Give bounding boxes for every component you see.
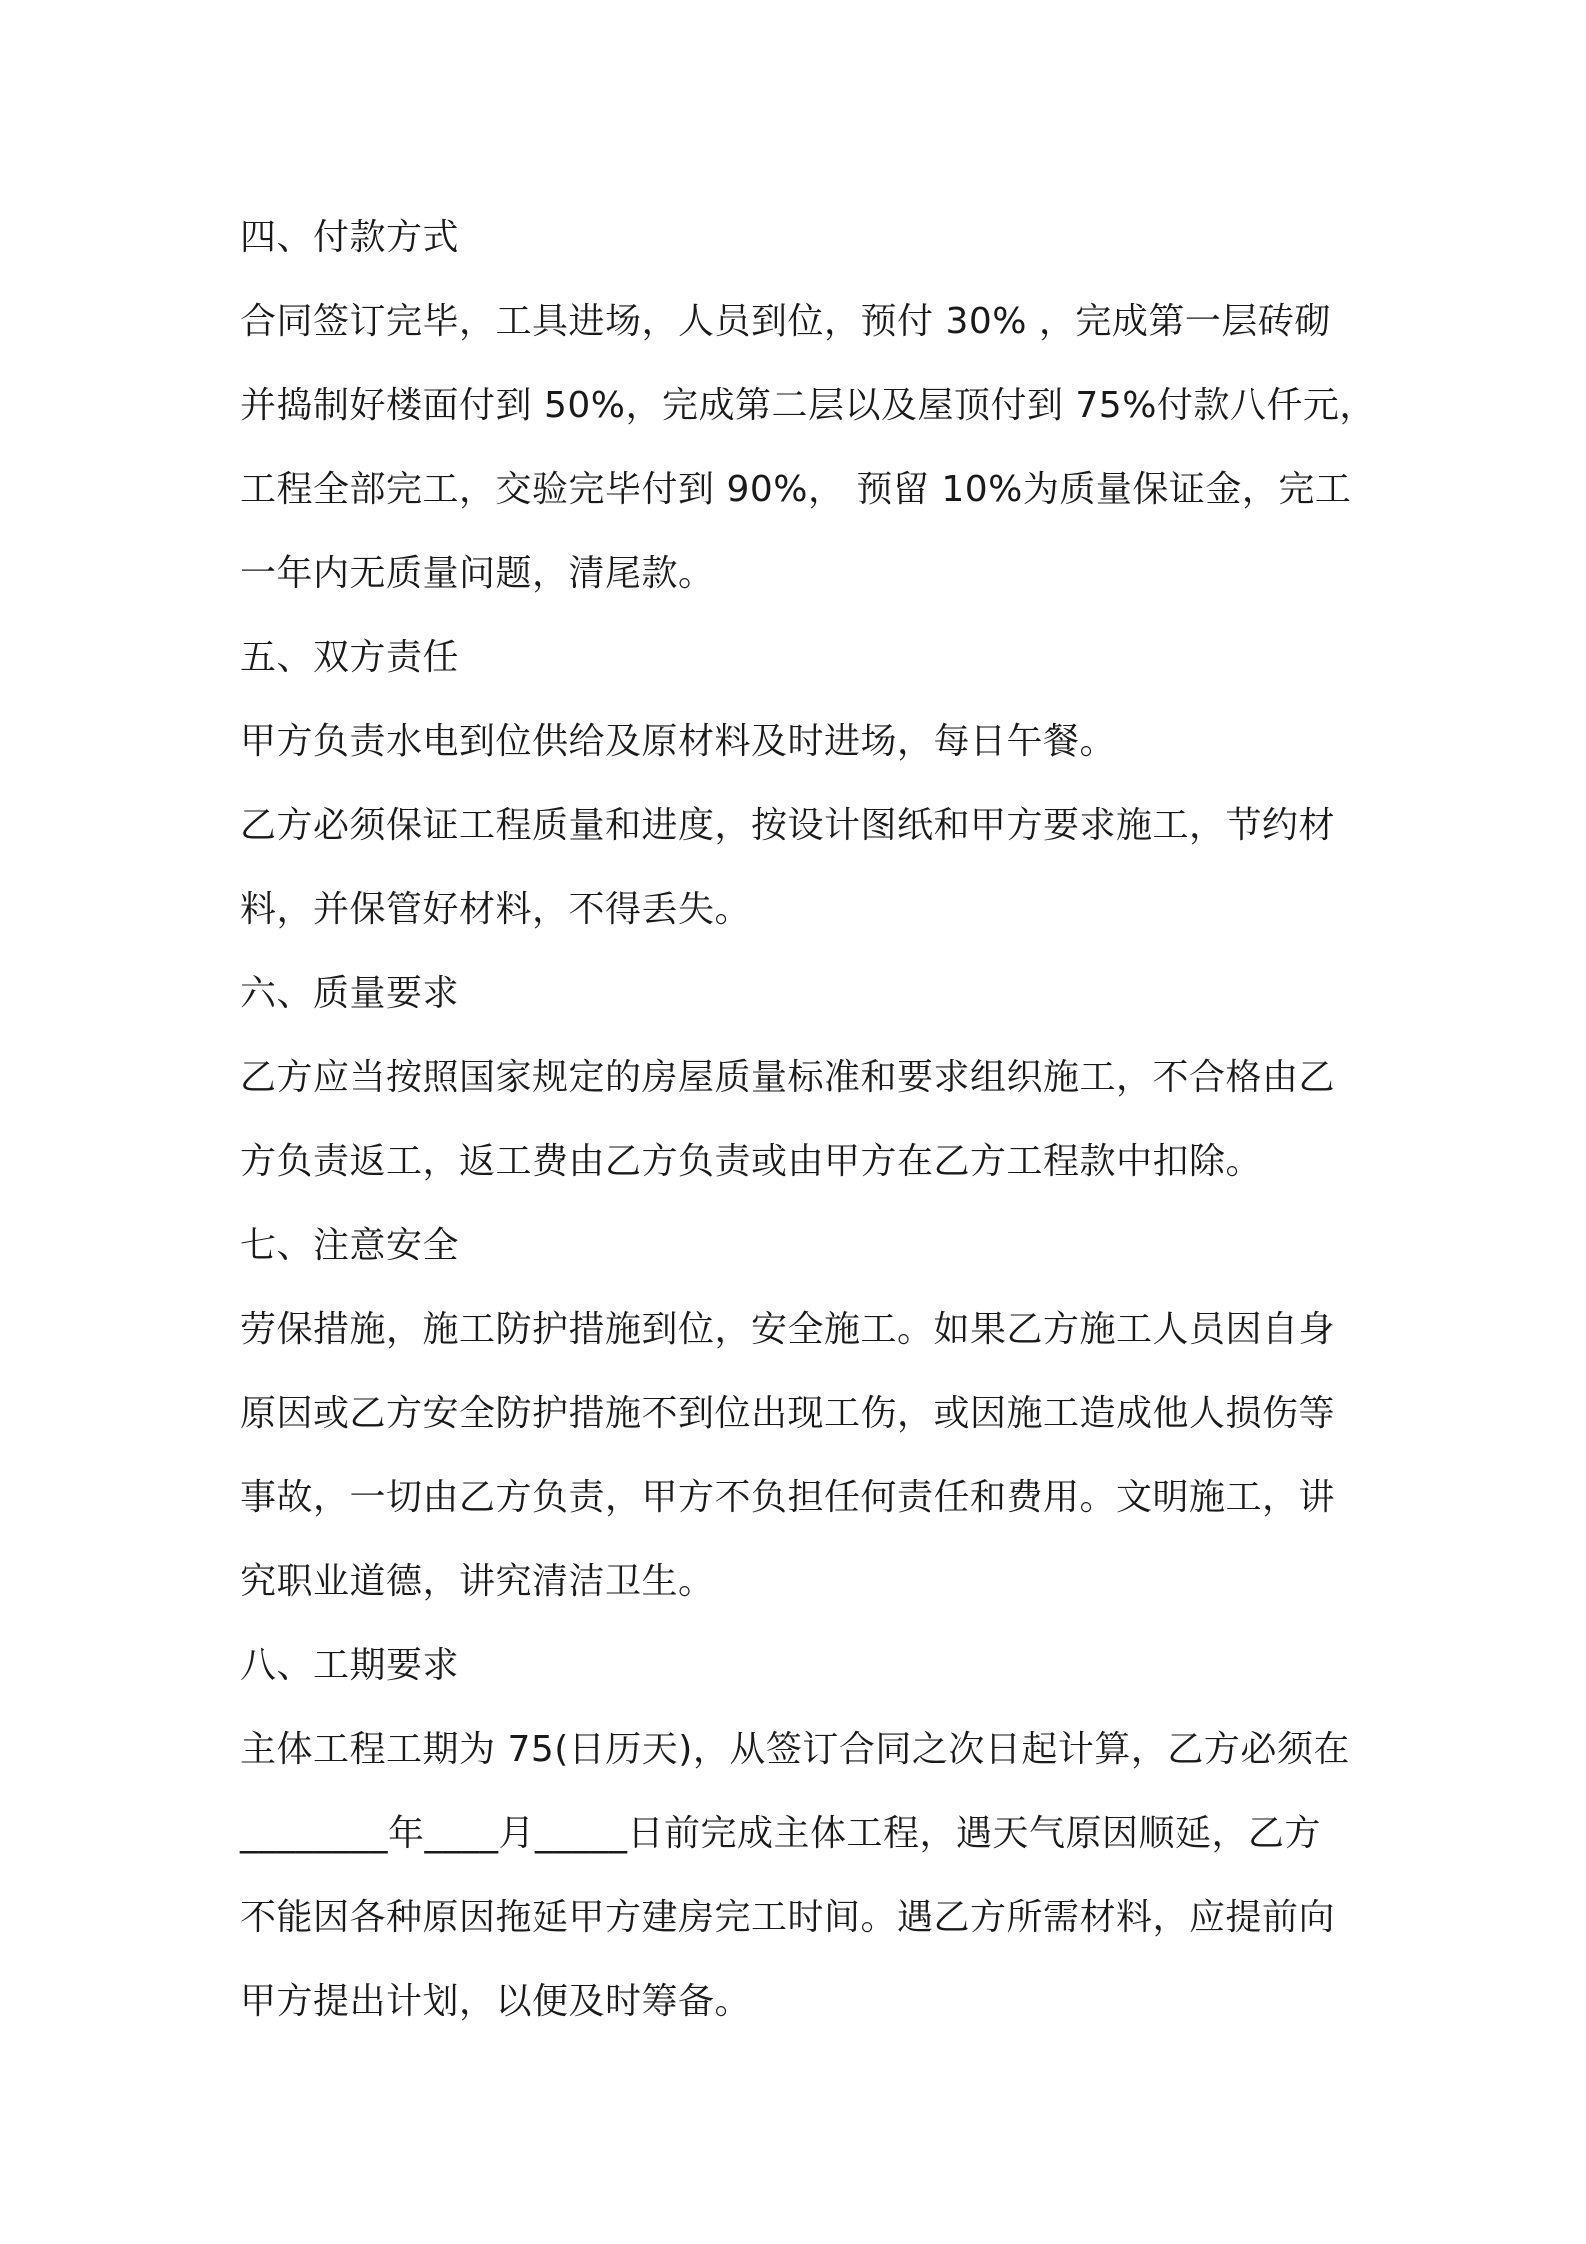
section-heading-responsibilities: 五、双方责任 [240, 637, 460, 678]
paragraph-line: 料，并保管好材料，不得丢失。 [240, 889, 752, 930]
paragraph-line: 主体工程工期为 75(日历天)，从签订合同之次日起计算，乙方必须在 [240, 1729, 1350, 1770]
paragraph-line: 劳保措施，施工防护措施到位，安全施工。如果乙方施工人员因自身 [240, 1309, 1336, 1350]
paragraph-line: 事故，一切由乙方负责，甲方不负担任何责任和费用。文明施工，讲 [240, 1477, 1336, 1518]
paragraph-line: 甲方负责水电到位供给及原材料及时进场，每日午餐。 [240, 721, 1117, 762]
contract-page [240, 196, 1376, 2044]
paragraph-line: 乙方应当按照国家规定的房屋质量标准和要求组织施工，不合格由乙 [240, 1057, 1336, 1098]
section-heading-schedule: 八、工期要求 [240, 1645, 460, 1686]
paragraph-line: 方负责返工，返工费由乙方负责或由甲方在乙方工程款中扣除。 [240, 1141, 1263, 1182]
paragraph-line: 原因或乙方安全防护措施不到位出现工伤，或因施工造成他人损伤等 [240, 1393, 1336, 1434]
paragraph-line: 并捣制好楼面付到 50%，完成第二层以及屋顶付到 75%付款八仟元， [240, 385, 1376, 426]
paragraph-line: 乙方必须保证工程质量和进度，按设计图纸和甲方要求施工，节约材 [240, 805, 1336, 846]
section-heading-safety: 七、注意安全 [240, 1225, 460, 1266]
section-heading-payment: 四、付款方式 [240, 217, 460, 258]
paragraph-line: ________年____月_____日前完成主体工程，遇天气原因顺延，乙方 [240, 1813, 1322, 1854]
paragraph-line: 合同签订完毕，工具进场，人员到位，预付 30% ，完成第一层砖砌 [240, 301, 1331, 342]
paragraph-line: 一年内无质量问题，清尾款。 [240, 553, 715, 594]
paragraph-line: 甲方提出计划，以便及时筹备。 [240, 1981, 752, 2022]
paragraph-line: 究职业道德，讲究清洁卫生。 [240, 1561, 715, 1602]
paragraph-line: 工程全部完工，交验完毕付到 90%， 预留 10%为质量保证金，完工 [240, 469, 1352, 510]
section-heading-quality: 六、质量要求 [240, 973, 460, 1014]
paragraph-line: 不能因各种原因拖延甲方建房完工时间。遇乙方所需材料，应提前向 [240, 1897, 1336, 1938]
